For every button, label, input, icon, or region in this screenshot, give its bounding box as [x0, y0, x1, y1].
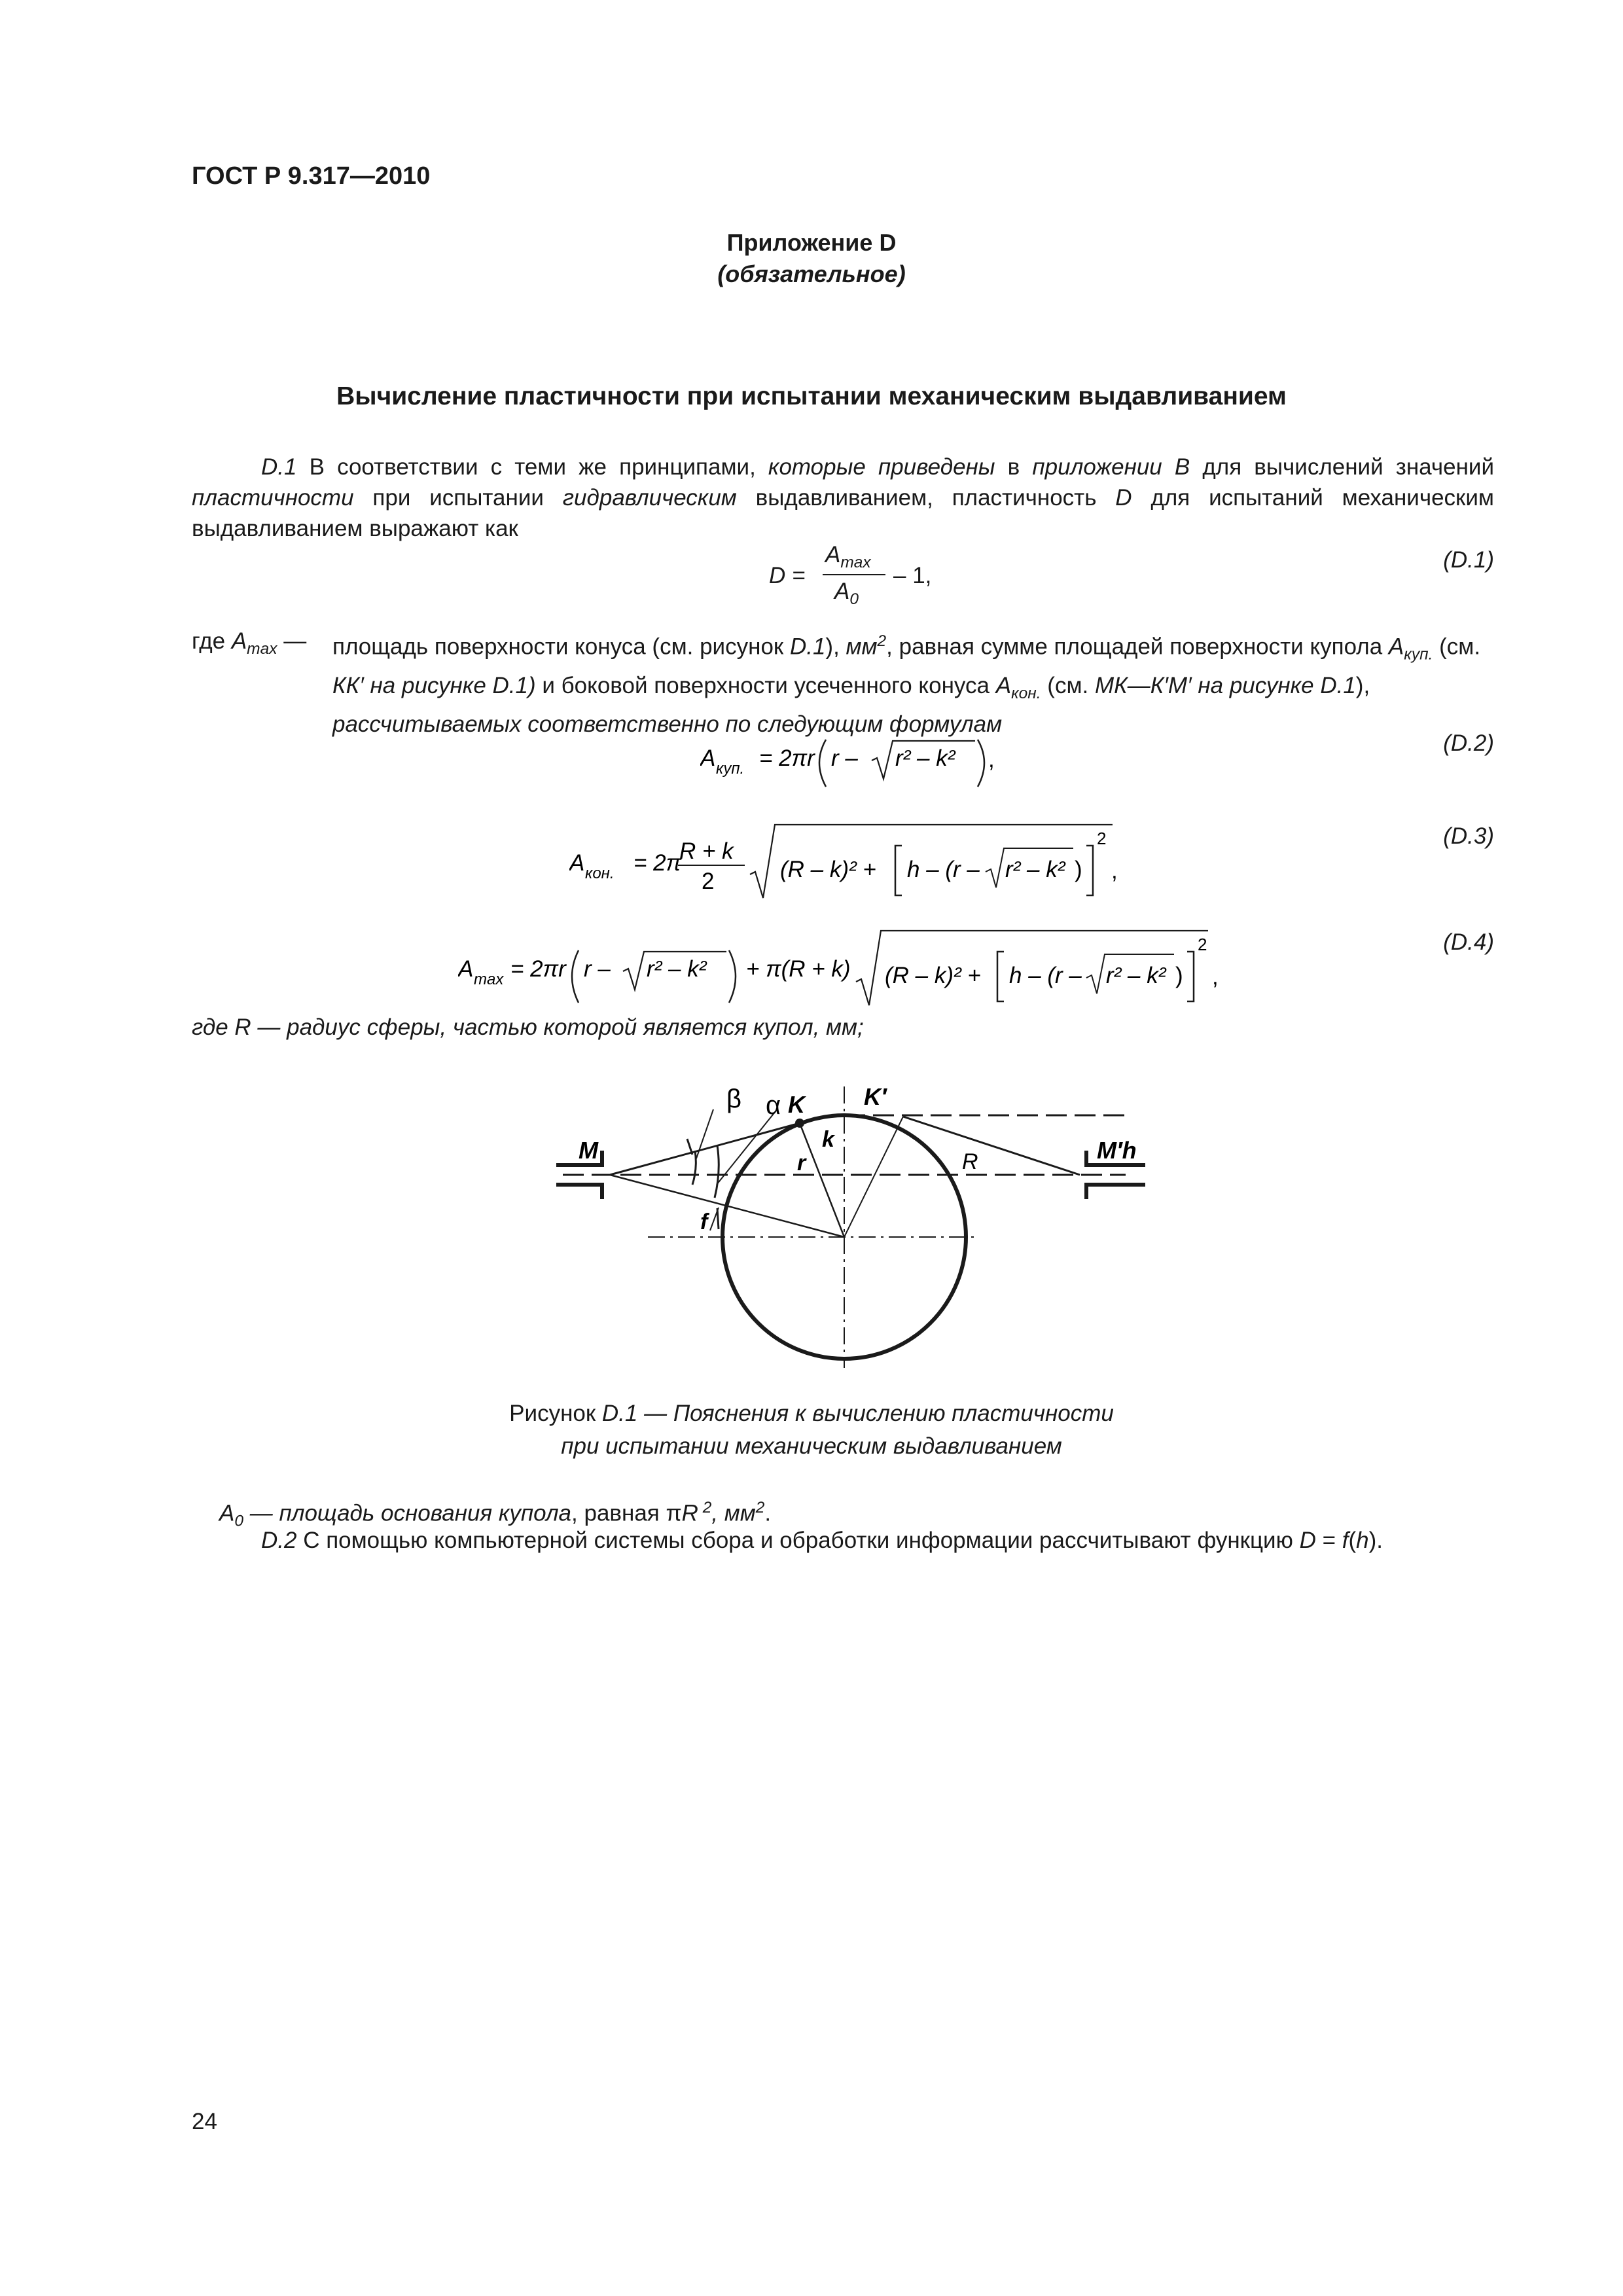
text: гидравлическим	[562, 485, 737, 511]
eq3-eq: = 2π	[633, 850, 682, 876]
subscript: кон.	[1011, 684, 1041, 702]
superscript: 2	[698, 1499, 712, 1516]
eq3-pow: 2	[1097, 829, 1107, 848]
eq2-inner: r –	[831, 745, 858, 771]
equation-d4-svg	[458, 924, 1250, 1009]
label-r: r	[797, 1151, 806, 1175]
text: площадь поверхности конуса (см. рисунок	[332, 634, 790, 660]
text: .	[764, 1500, 772, 1526]
text: выдавливанием, пластичность	[736, 485, 1116, 511]
eq3-rad-c: r² – k²	[1005, 857, 1065, 882]
text: МК—К′М′ на рисунке D.1	[1094, 672, 1356, 698]
equation-number-d4: (D.4)	[1443, 929, 1494, 955]
angle-alpha-arc	[715, 1145, 719, 1198]
eq4-rad-d: )	[1175, 963, 1183, 988]
text: — площадь основания купола	[243, 1500, 572, 1526]
where-amax-label	[192, 626, 306, 664]
beta-leader	[696, 1109, 713, 1158]
eq3-frac-den: 2	[702, 869, 715, 894]
fraction-bar	[823, 574, 885, 575]
subscript: 0	[234, 1512, 243, 1530]
left-paren	[819, 740, 826, 787]
angle-beta-arc	[692, 1151, 696, 1185]
where-amax-text	[332, 626, 1494, 740]
eq2-radicand: r² – k²	[895, 745, 955, 771]
equation-d2	[700, 726, 1067, 798]
label-alpha: α	[766, 1091, 781, 1120]
symbol: h	[1356, 1528, 1369, 1553]
label-f: f	[700, 1210, 708, 1234]
text: ).	[1368, 1528, 1383, 1553]
equation-d1	[769, 542, 939, 614]
symbol: D	[1299, 1528, 1316, 1553]
eq3-frac-num: R + k	[679, 838, 734, 864]
text: для испытаний механическим выдавливанием выражают как	[192, 485, 1494, 541]
where-r-definition: где R — радиус сферы, частью которой является купол, мм;	[192, 1014, 864, 1040]
eq4-tail: ,	[1212, 964, 1219, 990]
text: (см.	[1433, 634, 1481, 660]
eq3-rad-a: (R – k)² +	[780, 857, 876, 882]
point-K	[795, 1119, 804, 1128]
eq4-radicand: r² – k²	[647, 956, 707, 982]
cone-line-upper-left	[610, 1123, 800, 1175]
text: приложении В	[1032, 454, 1190, 480]
eq3-tail: ,	[1111, 858, 1118, 884]
text: мм	[846, 634, 878, 660]
text: —	[277, 628, 307, 654]
label-k: k	[822, 1127, 834, 1152]
eq3-lhs-sub: кон.	[585, 865, 615, 882]
eq4-rad-c: r² – k²	[1106, 963, 1166, 988]
superscript: 2	[755, 1499, 765, 1516]
appendix-status: (обязательное)	[717, 260, 906, 287]
equation-d3	[569, 818, 1158, 903]
subscript: max	[247, 640, 277, 658]
symbol: A	[1388, 634, 1404, 660]
symbol: A	[231, 628, 247, 654]
eq2-tail: ,	[988, 747, 995, 772]
eq1-den-sub: 0	[849, 590, 859, 608]
caption-title: D.1 — Пояснения к вычислению пластичности	[601, 1401, 1114, 1426]
text: при испытании	[353, 485, 563, 511]
eq1-num-sub: max	[840, 554, 871, 571]
symbol: R	[681, 1500, 698, 1526]
text: рассчитываемых соответственно по следующим формулам	[332, 711, 1003, 737]
eq4-lhs: A	[458, 956, 474, 982]
text: D	[1115, 485, 1132, 511]
equation-d4	[458, 924, 1250, 1009]
cone-line-right	[903, 1117, 1080, 1175]
section-title: Вычисление пластичности при испытании механическим выдавливанием	[336, 382, 1287, 410]
eq1-rest: – 1,	[893, 563, 932, 588]
document-header: ГОСТ Р 9.317—2010	[192, 162, 431, 190]
clamp-right-bottom	[1086, 1185, 1145, 1199]
equation-d2-svg	[700, 726, 1067, 798]
alpha-leader	[717, 1111, 776, 1185]
label-M: M	[579, 1137, 598, 1164]
label-K: K	[788, 1091, 805, 1118]
label-M-prime-h: M′h	[1097, 1137, 1137, 1164]
text: ),	[825, 634, 846, 660]
figure-caption-line1	[0, 1398, 1623, 1429]
clamp-left-bottom	[556, 1185, 602, 1199]
eq4-rad-a: (R – k)² +	[885, 963, 981, 988]
eq4-pow: 2	[1198, 935, 1207, 954]
left-bracket	[895, 846, 902, 895]
clause-number: D.2	[261, 1528, 297, 1553]
text: которые приведены	[768, 454, 995, 480]
paragraph-d1	[192, 452, 1494, 544]
equation-d3-svg	[569, 818, 1158, 903]
text: , мм	[711, 1500, 756, 1526]
text: для вычислений значений	[1190, 454, 1494, 480]
text: С помощью компьютерной системы сбора и обработки информации рассчитывают функцию	[296, 1528, 1300, 1553]
subscript: куп.	[1404, 645, 1433, 664]
text: ),	[1355, 672, 1370, 698]
text: , равная сумме площадей поверхности купола	[886, 634, 1389, 660]
label-R: R	[962, 1149, 978, 1174]
cone-line-lower-left	[610, 1175, 844, 1237]
eq4-eq: = 2πr	[510, 956, 566, 982]
equation-number-d2: (D.2)	[1443, 730, 1494, 756]
page-number: 24	[192, 2109, 217, 2134]
eq1-denominator	[834, 579, 859, 609]
right-bracket	[1086, 846, 1093, 895]
eq3-lhs: A	[569, 850, 585, 876]
label-K-prime: K′	[864, 1083, 887, 1110]
text: где	[192, 628, 232, 654]
right-paren	[978, 740, 984, 787]
paragraph-d2	[261, 1525, 1383, 1556]
left-paren	[572, 950, 579, 1003]
text: (	[1348, 1528, 1357, 1553]
figure-d1-svg	[550, 1073, 1152, 1374]
text: КК′ на рисунке D.1)	[332, 672, 536, 698]
clause-number: D.1	[261, 454, 297, 480]
equation-number-d3: (D.3)	[1443, 823, 1494, 849]
eq4-plus: + π(R + k)	[746, 956, 851, 982]
appendix-title	[0, 229, 1623, 257]
text: , равная π	[571, 1500, 682, 1526]
text: =	[1315, 1528, 1342, 1553]
eq4-rad-b: h – (r –	[1009, 963, 1082, 988]
text: (см.	[1041, 672, 1095, 698]
text: пластичности	[192, 485, 354, 511]
eq1-num-a: A	[825, 542, 841, 567]
right-bracket	[1187, 952, 1194, 1001]
figure-caption-line2: при испытании механическим выдавливанием	[561, 1433, 1062, 1459]
label-beta: β	[726, 1085, 742, 1113]
symbol: A	[995, 672, 1012, 698]
eq2-lhs-sub: куп.	[716, 760, 745, 778]
symbol: f	[1342, 1528, 1349, 1553]
radius-R	[844, 1117, 903, 1237]
caption-prefix: Рисунок	[509, 1401, 602, 1426]
eq4-inner: r –	[584, 956, 611, 982]
eq2-eq: = 2πr	[759, 745, 815, 771]
eq4-lhs-sub: max	[474, 971, 504, 988]
left-bracket	[997, 952, 1004, 1001]
appendix-title-text: Приложение D	[726, 229, 897, 256]
equation-number-d1: (D.1)	[1443, 547, 1494, 573]
text: D.1	[789, 634, 826, 660]
text: в	[995, 454, 1033, 480]
superscript: 2	[877, 632, 887, 650]
eq1-den-a: A	[834, 579, 850, 604]
right-paren	[729, 950, 736, 1003]
text: В соответствии с теми же принципами,	[296, 454, 768, 480]
eq2-lhs: A	[700, 745, 716, 771]
text: и боковой поверхности усеченного конуса	[535, 672, 996, 698]
eq3-rad-d: )	[1075, 857, 1082, 882]
symbol: A	[219, 1500, 235, 1526]
eq1-numerator	[825, 542, 871, 572]
eq3-rad-b: h – (r –	[907, 857, 980, 882]
eq1-lhs: D =	[769, 563, 806, 588]
figure-d1	[550, 1073, 1152, 1374]
